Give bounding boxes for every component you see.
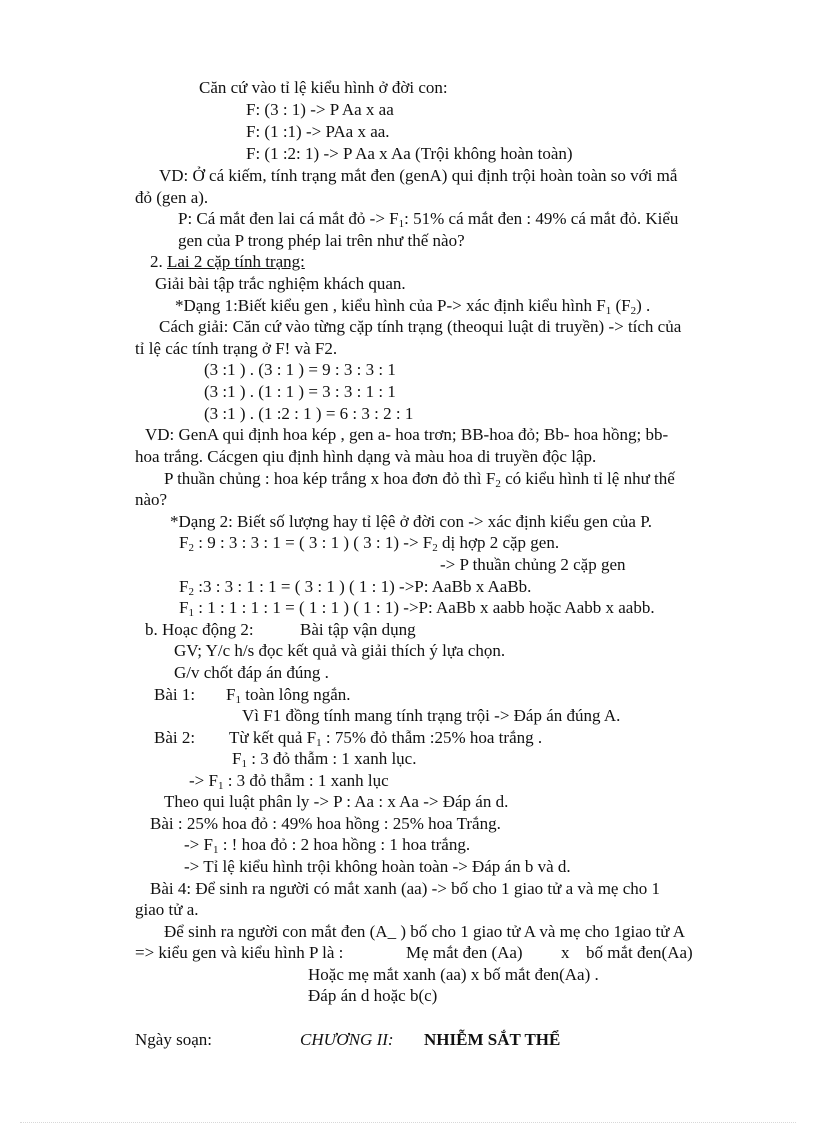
chapter-label: CHƯƠNG II: [300,1030,394,1049]
text-line: *Dạng 1:Biết kiểu gen , kiểu hình của P-> xác định kiểu hình $F_1$ $(F_2)$ . [175,296,651,317]
text-line: Hoặc mẹ mắt xanh (aa) x bố mắt đen(Aa) . [308,965,599,984]
text-line: Mẹ mắt đen (Aa) [406,943,523,962]
formula-line: $F_2$ : 9 : 3 : 3 : 1 = ( 3 : 1 ) ( 3 : $1) -> F_2$ dị hợp 2 cặp gen. [179,533,560,554]
text-line: VD: GenA qui định hoa kép , gen a- hoa trơn; BB-hoa đỏ; Bb- hoa hồng; bb- [145,425,669,444]
text-line: $F_1$ : 3 đỏ thẫm : 1 xanh lục. [232,749,417,770]
text-line: VD: Ở cá kiếm, tính trạng mắt đen (genA) qui định trội hoàn toàn so với mắ [159,166,678,185]
text-line: G/v chốt đáp án đúng . [174,663,329,682]
text-line: P: Cá mắt đen lai cá mắt đỏ -> $F_1$: 51% cá mắt đen : 49% cá mắt đỏ. Kiểu [178,209,679,230]
text-line: Vì F1 đồng tính mang tính trạng trội -> Đáp án đúng A. [242,706,621,725]
chapter-title: NHIỄM SẮT THỂ [424,1030,561,1049]
text-line: -> P thuần chủng 2 cặp gen [440,555,626,574]
text-line: đỏ (gen a). [135,188,209,207]
text-line: => kiểu gen và kiểu hình P là : [135,943,344,962]
text-line: hoa trắng. Cácgen qiu định hình dạng và màu hoa di truyền độc lập. [135,447,597,466]
formula-line: $F_2$ :3 : 3 : 1 : 1 = ( 3 : 1 ) ( 1 : 1) ->P: AaBb x AaBb. [179,577,532,598]
text-line: -> $F_1$ : 3 đỏ thẫm : 1 xanh lục [189,771,389,792]
text-line: Cách giải: Căn cứ vào từng cặp tính trạng (theoqui luật di truyền) -> tích của [159,317,682,336]
text-line: x [561,943,570,962]
text-line: Theo qui luật phân ly -> P : Aa : x Aa -> Đáp án d. [164,792,509,811]
formula-line: (3 :1 ) . (3 : 1 ) = 9 : 3 : 3 : 1 [204,360,396,379]
date-label: Ngày soạn: [135,1030,212,1049]
text-line: Để sinh ra người con mắt đen (A_ ) bố cho 1 giao tử A và mẹ cho 1giao tử A [164,922,686,941]
text-line: tỉ lệ các tính trạng ở F! và F2. [135,339,338,358]
section-heading: 2. Lai 2 cặp tính trạng: [150,252,305,271]
text-line: F: (1 :2: 1) -> P Aa x Aa (Trội không hoàn toàn) [246,144,573,163]
text-line: giao tử a. [135,900,199,919]
text-line: F: (1 :1) -> PAa x aa. [246,122,390,141]
text-line: Bài : 25% hoa đỏ : 49% hoa hồng : 25% hoa Trắng. [150,814,501,833]
formula-line: $F_1$ : 1 : 1 : 1 : 1 = ( 1 : 1 ) ( 1 : 1) ->P: AaBb x aabb hoặc Aabb x aabb. [179,598,655,619]
text-line: *Dạng 2: Biết số lượng hay tỉ lệê ở đời con -> xác định kiểu gen của P. [170,512,653,531]
text-line: b. Hoạc động 2: [145,620,254,639]
text-line: GV; Y/c h/s đọc kết quả và giải thích ý lựa chọn. [174,641,506,660]
formula-line: (3 :1 ) . (1 : 1 ) = 3 : 3 : 1 : 1 [204,382,396,401]
text-line: Đáp án d hoặc b(c) [308,986,438,1005]
text-line: $F_1$ toàn lông ngắn. [226,685,351,706]
text-line: bố mắt đen(Aa) [586,943,693,962]
text-line: Từ kết quả $F_1$ : 75% đỏ thẫm :25% hoa trắng . [229,728,543,749]
text-line: Bài tập vận dụng [300,620,416,639]
text-line: Bài 4: Để sinh ra người có mắt xanh (aa) -> bố cho 1 giao tử a và mẹ cho 1 [150,879,661,898]
text-line: F: (3 : 1) -> P Aa x aa [246,100,394,119]
exercise-label: Bài 2: [154,728,196,747]
text-line: Giải bài tập trắc nghiệm khách quan. [155,274,406,293]
text-line: nào? [135,490,168,509]
text-line: Căn cứ vào tỉ lệ kiểu hình ở đời con: [199,78,448,97]
text-line: -> $F_1$ : ! hoa đỏ : 2 hoa hồng : 1 hoa trắng. [184,835,471,856]
exercise-label: Bài 1: [154,685,196,704]
formula-line: (3 :1 ) . (1 :2 : 1 ) = 6 : 3 : 2 : 1 [204,404,414,423]
text-line: -> Tỉ lệ kiểu hình trội không hoàn toàn -> Đáp án b và d. [184,857,571,876]
text-line: gen của P trong phép lai trên như thế nào? [178,231,465,250]
text-line: P thuần chủng : hoa kép trắng x hoa đơn đỏ thì $F_2$ có kiểu hình tỉ lệ như thế [164,469,675,490]
